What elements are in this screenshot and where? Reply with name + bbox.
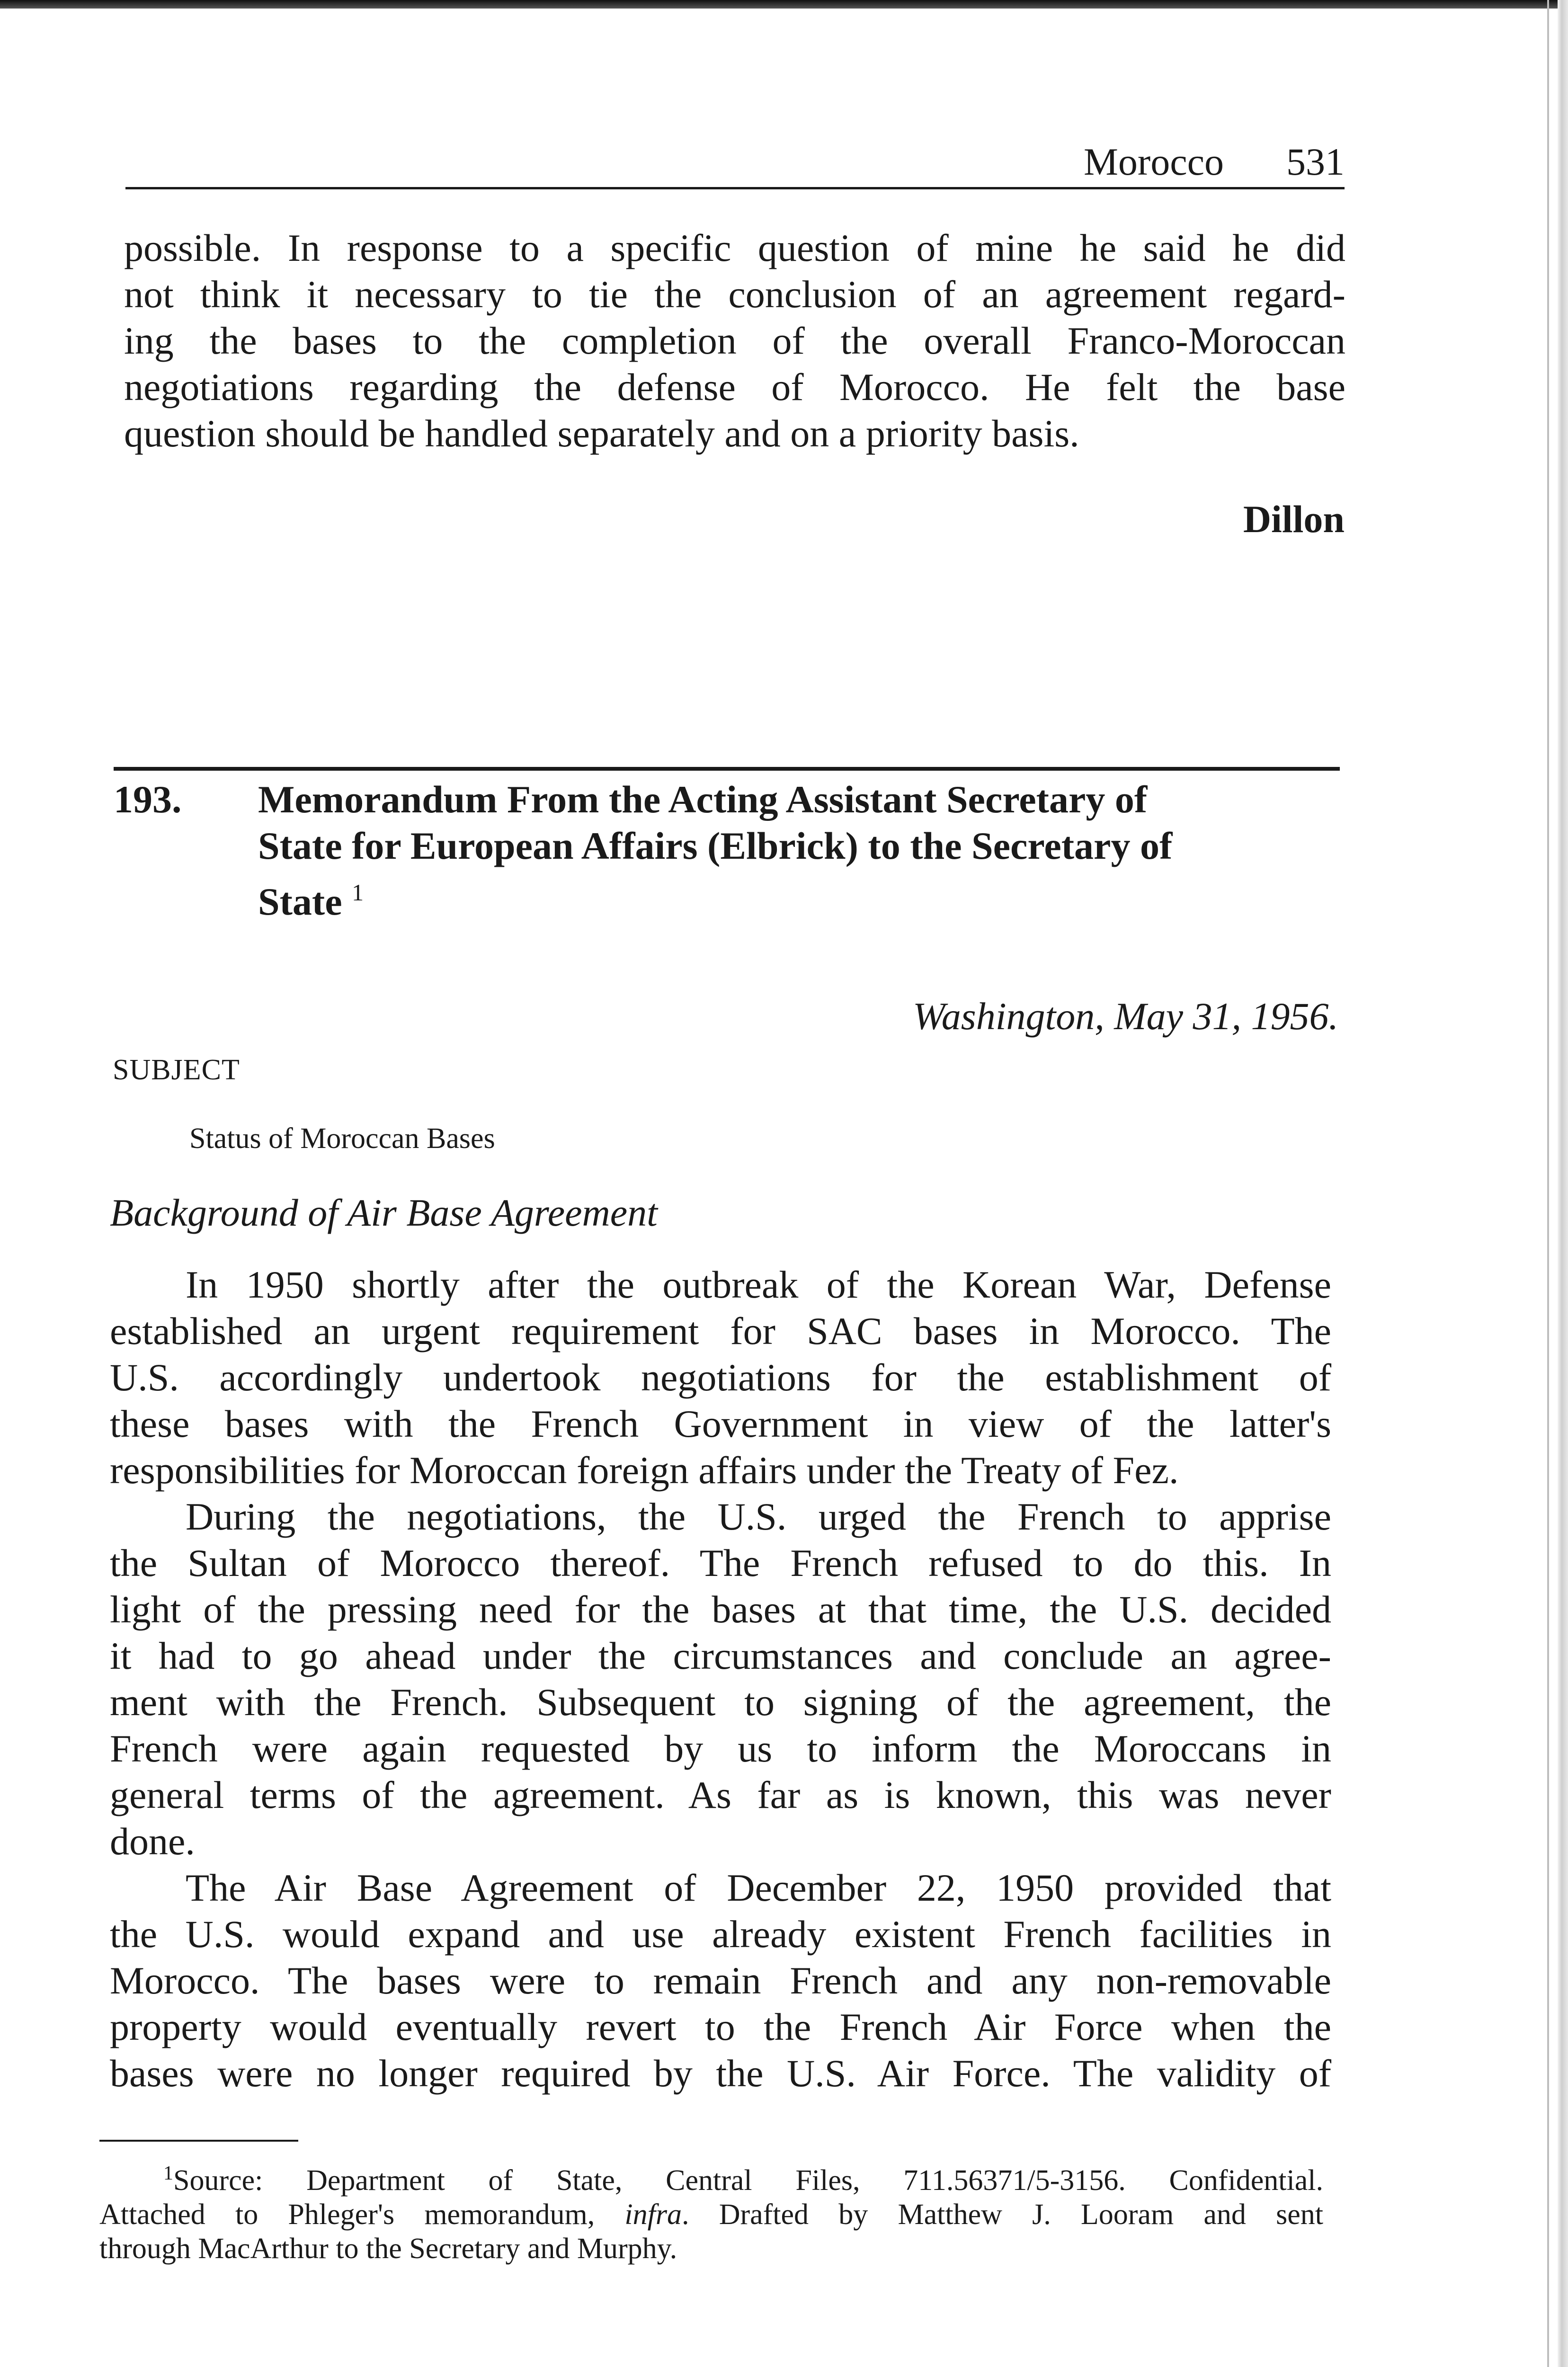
text-line: light of the pressing need for the bases at that time, the U.S. decided [110,1588,1331,1631]
page-top-edge [0,0,1568,9]
body-text [110,1262,1331,2097]
text-line: not think it necessary to tie the conclusion of an agreement regard- [124,273,1345,316]
text-line: possible. In response to a specific question of mine he said he did [124,226,1345,269]
text-line: the Sultan of Morocco thereof. The French refused to do this. In [110,1541,1331,1584]
text-line: it had to go ahead under the circumstances and conclude an agree- [110,1634,1331,1677]
footnote-rule [99,2140,298,2142]
text-line: the U.S. would expand and use already existent French facilities in [110,1913,1331,1956]
continuation-paragraph [124,225,1345,457]
text-line: property would eventually revert to the French Air Force when the [110,2005,1331,2048]
footnote-line: through MacArthur to the Secretary and Murphy. [99,2233,677,2265]
footnote-text: Source: Department of State, Central Files, 711.56371/5-3156. Confidential. [173,2164,1323,2197]
footnote-marker: 1 [352,879,364,906]
page-right-edge [1558,0,1568,2367]
section-heading: Background of Air Base Agreement [110,1191,658,1234]
text-line: negotiations regarding the defense of Morocco. He felt the base [124,365,1345,409]
footnote-number: 1 [163,2162,173,2184]
text-line: done. [110,1820,195,1863]
text-line: question should be handled separately and on a priority basis. [124,412,1079,455]
text-line: Morocco. The bases were to remain French and any non-removable [110,1959,1331,2002]
text-line: bases were no longer required by the U.S. Air Force. The validity of [110,2052,1331,2095]
text-line: ment with the French. Subsequent to signing of the agreement, the [110,1681,1331,1724]
footnote-text: . Drafted by Matthew J. Looram and sent [682,2198,1323,2231]
subject-label: SUBJECT [113,1054,240,1086]
title-line: Memorandum From the Acting Assistant Secretary of [258,778,1148,821]
footnote-line [99,2198,1323,2232]
title-text: State [258,880,342,923]
text-line: ing the bases to the completion of the overall Franco-Moroccan [124,319,1345,362]
text-line: U.S. accordingly undertook negotiations for the establishment of [110,1356,1331,1399]
title-line-last [258,869,1321,925]
text-line: The Air Base Agreement of December 22, 1950 provided that [186,1866,1331,1909]
page-number: 531 [1286,140,1345,183]
title-line: State for European Affairs (Elbrick) to the Secretary of [258,824,1173,867]
text-line: In 1950 shortly after the outbreak of the Korean War, Defense [186,1263,1331,1306]
document-number: 193. [114,778,182,821]
footnote-text: Attached to Phleger's memorandum, [99,2198,625,2231]
text-line: French were again requested by us to inform the Moroccans in [110,1727,1331,1770]
text-line: these bases with the French Government in view of the latter's [110,1402,1331,1445]
subject-text: Status of Moroccan Bases [189,1122,495,1155]
running-head-title: Morocco [1083,140,1224,183]
footnote-italic: infra [624,2198,682,2231]
footnote-line [99,2156,1323,2198]
text-line: established an urgent requirement for SAC bases in Morocco. The [110,1309,1331,1353]
text-line: responsibilities for Moroccan foreign affairs under the Treaty of Fez. [110,1449,1179,1492]
document-title [258,776,1321,925]
dateline: Washington, May 31, 1956. [913,995,1338,1038]
section-divider [114,767,1340,771]
footnote [99,2156,1323,2266]
text-line: During the negotiations, the U.S. urged the French to apprise [186,1495,1331,1538]
text-line: general terms of the agreement. As far as is known, this was never [110,1773,1331,1816]
signature: Dillon [1243,498,1345,541]
page-right-edge-line [1547,0,1549,2367]
running-head [125,135,1345,189]
